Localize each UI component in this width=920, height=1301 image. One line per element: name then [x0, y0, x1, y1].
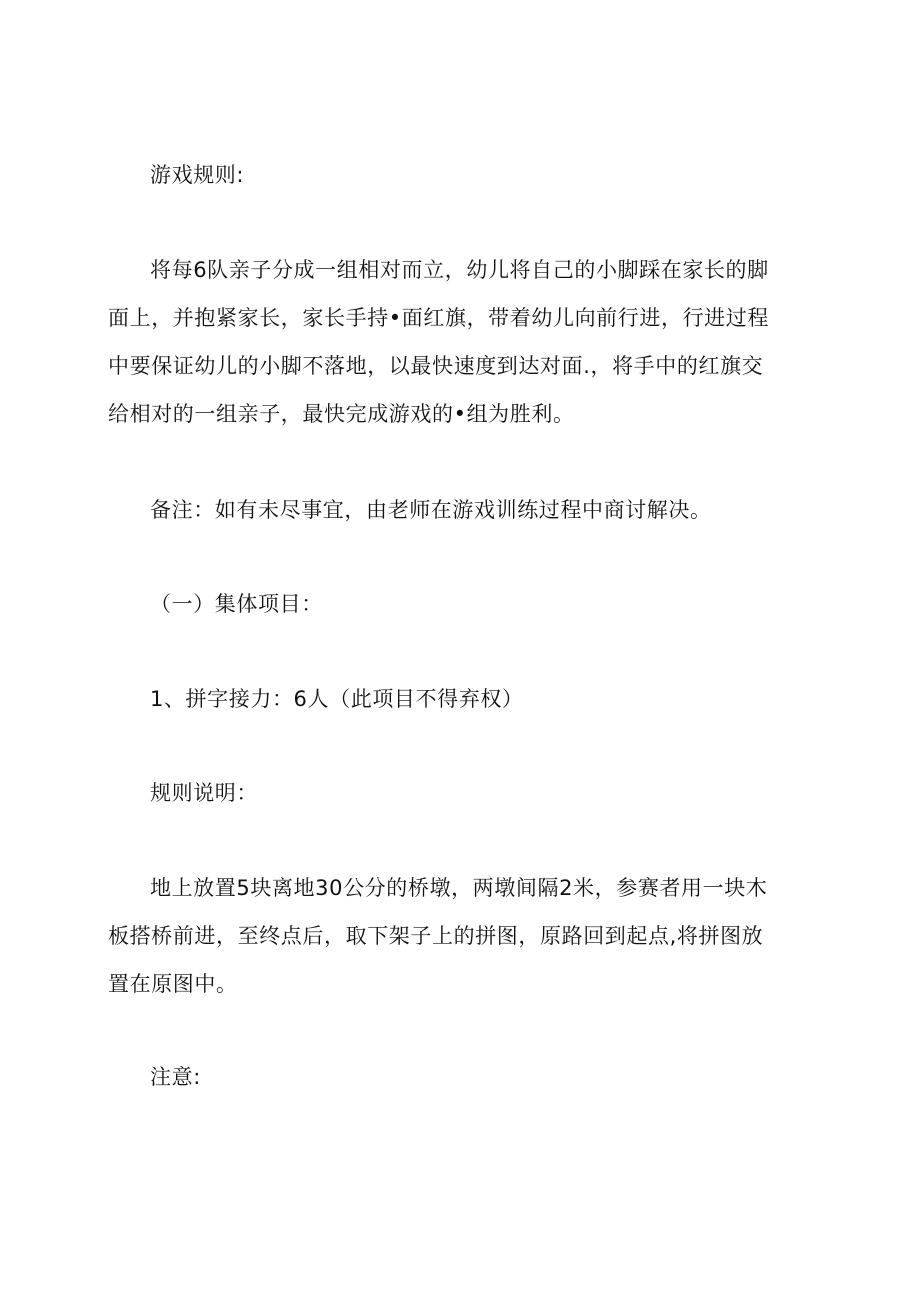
section-heading: （一）集体项目： — [150, 592, 323, 616]
game-rules-line-1: 将每6队亲子分成一组相对而立，幼儿将自己的小脚踩在家长的脚 — [150, 258, 769, 282]
remark-text: 备注：如有未尽事宜，由老师在游戏训练过程中商讨解决。 — [150, 498, 712, 522]
rules-explanation-line-1: 地上放置5块离地30公分的桥墩，两墩间隔2米，参赛者用一块木 — [150, 876, 768, 900]
note-heading: 注意: — [150, 1065, 201, 1089]
item-1-title: 1、拼字接力：6人（此项目不得弃权） — [150, 687, 524, 711]
rules-explanation-line-3: 置在原图中。 — [108, 972, 238, 996]
game-rules-heading: 游戏规则: — [150, 163, 245, 187]
game-rules-line-3: 中要保证幼儿的小脚不落地，以最快速度到达对面.，将手中的红旗交 — [108, 354, 764, 378]
game-rules-line-4: 给相对的一组亲子，最快完成游戏的•组为胜利。 — [108, 402, 575, 426]
game-rules-line-2: 面上，并抱紧家长，家长手持•面红旗，带着幼儿向前行进，行进过程 — [108, 306, 769, 330]
rules-explanation-paragraph — [108, 864, 820, 1008]
game-rules-paragraph — [108, 246, 820, 438]
rules-explanation-line-2: 板搭桥前进，至终点后，取下架子上的拼图，原路回到起点,将拼图放 — [108, 924, 764, 948]
rules-explanation-heading: 规则说明： — [150, 781, 258, 805]
